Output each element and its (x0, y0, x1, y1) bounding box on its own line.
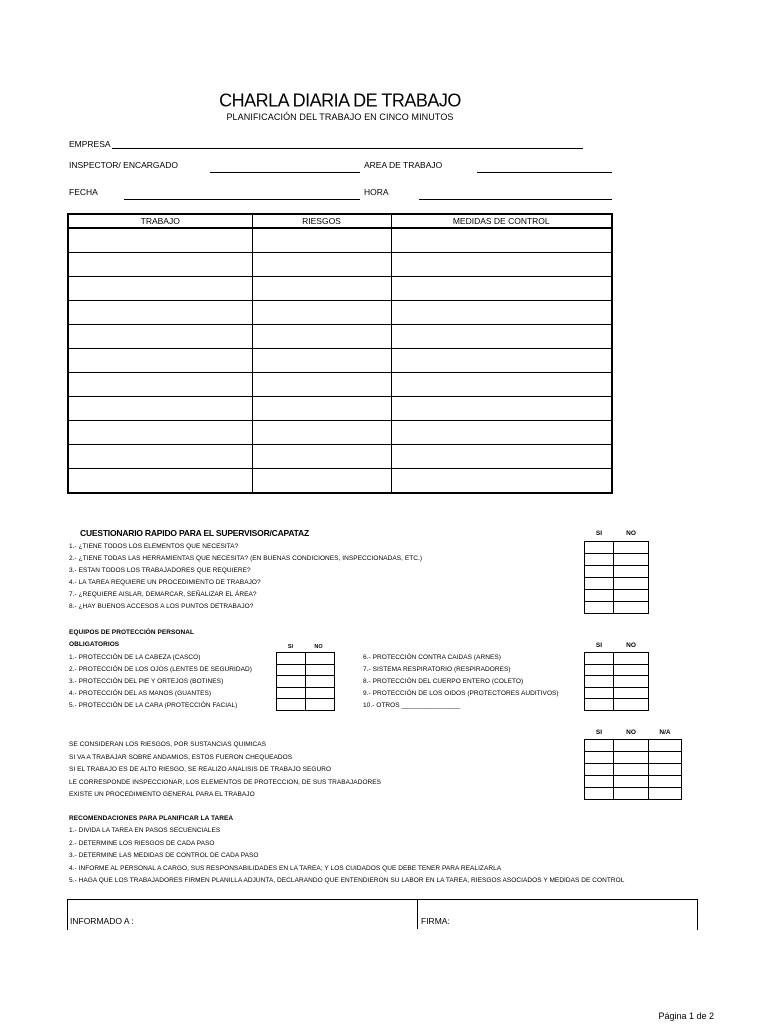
no-checkbox[interactable] (614, 740, 649, 752)
fecha-label: FECHA (69, 187, 98, 197)
trabajo-cell[interactable] (68, 228, 252, 253)
trabajo-cell[interactable] (68, 277, 252, 301)
no-checkbox[interactable] (614, 687, 649, 699)
trabajo-cell[interactable] (68, 469, 252, 494)
epp-item: 1.- PROTECCIÓN DE LA CABEZA (CASCO) (69, 654, 201, 661)
no-checkbox[interactable] (614, 578, 649, 590)
si-checkbox[interactable] (585, 764, 614, 776)
work-table-row (68, 253, 612, 277)
risk-item: SE CONSIDERAN LOS RIESGOS, POR SUSTANCIAS QUIMICAS (69, 741, 267, 748)
inspector-field[interactable] (210, 172, 360, 173)
check-row (585, 664, 649, 676)
area-label: AREA DE TRABAJO (364, 160, 443, 170)
risk-item: LE CORRESPONDE INSPECCIONAR, LOS ELEMENTOS DE PROTECCION, DE SUS TRABAJADORES (69, 778, 382, 786)
check-row (585, 788, 682, 800)
informado-field[interactable] (69, 912, 415, 928)
no-checkbox[interactable] (614, 664, 649, 676)
questionnaire-item: 2.- ¿TIENE TODAS LAS HERRAMIENTAS QUE NECESITA? (EN BUENAS CONDICIONES, INSPECCIONADAS, ETC.) (69, 555, 423, 562)
medidas-cell[interactable] (391, 397, 612, 421)
no-checkbox[interactable] (614, 602, 649, 614)
col-riesgos-header: RIESGOS (252, 214, 391, 228)
na-checkbox[interactable] (649, 788, 682, 800)
risks-no-header: NO (626, 729, 636, 736)
work-table-row (68, 277, 612, 301)
riesgos-cell[interactable] (252, 421, 391, 445)
signature-divider (417, 899, 418, 929)
epp-right-no-header: NO (626, 642, 636, 649)
si-checkbox[interactable] (585, 752, 614, 764)
recommendation-item: 5.- HAGA QUE LOS TRABAJADORES FIRMEN PLANILLA ADJUNTA, DECLARANDO QUE ENTENDIERON SU LABOR EN LA TAREA, RIESGOS ASOCIADOS Y MEDIDAS DE CONTROL (69, 877, 625, 884)
questionnaire-item: 1.- ¿TIENE TODOS LOS ELEMENTOS QUE NECESITA? (69, 543, 239, 550)
na-checkbox[interactable] (649, 740, 682, 752)
medidas-cell[interactable] (391, 469, 612, 494)
epp-left-check-grid (276, 652, 335, 711)
questionnaire-si-header: SI (595, 530, 603, 537)
epp-item: 8.- PROTECCIÓN DEL CUERPO ENTERO (COLETO) (363, 678, 524, 685)
no-checkbox[interactable] (614, 788, 649, 800)
check-row (277, 676, 335, 688)
si-checkbox[interactable] (585, 590, 614, 602)
informado-label: INFORMADO A : (70, 916, 134, 926)
riesgos-cell[interactable] (252, 373, 391, 397)
si-checkbox[interactable] (585, 664, 614, 676)
questionnaire-item: 8.- ¿HAY BUENOS ACCESOS A LOS PUNTOS DETRABAJO? (69, 603, 254, 610)
si-checkbox[interactable] (585, 554, 614, 566)
area-field[interactable] (477, 172, 612, 173)
epp-item: 6.- PROTECCIÓN CONTRA CAIDAS (ARNES) (363, 654, 501, 661)
check-row (585, 653, 649, 665)
si-checkbox[interactable] (585, 578, 614, 590)
questionnaire-no-header: NO (626, 530, 636, 537)
work-table-row (68, 349, 612, 373)
risks-check-grid (584, 739, 682, 800)
work-table-row (68, 421, 612, 445)
na-checkbox[interactable] (649, 752, 682, 764)
medidas-cell[interactable] (391, 301, 612, 325)
no-checkbox[interactable] (306, 699, 335, 711)
medidas-cell[interactable] (391, 228, 612, 253)
riesgos-cell[interactable] (252, 349, 391, 373)
no-checkbox[interactable] (614, 653, 649, 665)
work-table-row (68, 228, 612, 253)
trabajo-cell[interactable] (68, 349, 252, 373)
check-row (277, 699, 335, 711)
medidas-cell[interactable] (391, 445, 612, 469)
riesgos-cell[interactable] (252, 301, 391, 325)
recommendation-item: 2.- DETERMINE LOS RIESGOS DE CADA PASO (69, 839, 215, 847)
check-row (585, 590, 649, 602)
no-checkbox[interactable] (614, 699, 649, 711)
si-checkbox[interactable] (585, 776, 614, 788)
risk-item: SI VA A TRABAJAR SOBRE ANDAMIOS, ESTOS FUERON CHEQUEADOS (69, 753, 293, 761)
col-trabajo-header: TRABAJO (68, 214, 252, 228)
recommendation-item: 1.- DIVIDA LA TAREA EN PASOS SECUENCIALES (69, 827, 221, 834)
epp-item: 4.- PROTECCIÓN DEL AS MANOS (GUANTES) (69, 690, 212, 697)
risks-si-header: SI (595, 729, 603, 736)
trabajo-cell[interactable] (68, 325, 252, 349)
document-title: CHARLA DIARIA DE TRABAJO (219, 89, 461, 111)
epp-left-no-header: NO (314, 644, 323, 650)
col-medidas-header: MEDIDAS DE CONTROL (391, 214, 612, 228)
na-checkbox[interactable] (649, 776, 682, 788)
check-row (585, 578, 649, 590)
work-table-row (68, 445, 612, 469)
recommendations-title: RECOMENDACIONES PARA PLANIFICAR LA TAREA (69, 815, 234, 822)
risk-item: EXISTE UN PROCEDIMIENTO GENERAL PARA EL TRABAJO (69, 791, 255, 798)
si-checkbox[interactable] (277, 687, 306, 699)
no-checkbox[interactable] (614, 776, 649, 788)
si-checkbox[interactable] (585, 699, 614, 711)
work-table-row (68, 301, 612, 325)
si-checkbox[interactable] (585, 740, 614, 752)
trabajo-cell[interactable] (68, 421, 252, 445)
recommendation-item: 3.- DETERMINE LAS MEDIDAS DE CONTROL DE CADA PASO (69, 852, 259, 859)
check-row (585, 740, 682, 752)
trabajo-cell[interactable] (68, 445, 252, 469)
medidas-cell[interactable] (391, 277, 612, 301)
si-checkbox[interactable] (277, 699, 306, 711)
si-checkbox[interactable] (585, 602, 614, 614)
epp-title: EQUIPOS DE PROTECCIÓN PERSONAL (69, 629, 195, 636)
medidas-cell[interactable] (391, 253, 612, 277)
page-number: Página 1 de 2 (658, 1011, 714, 1021)
si-checkbox[interactable] (585, 676, 614, 688)
si-checkbox[interactable] (585, 687, 614, 699)
work-table-row (68, 325, 612, 349)
questionnaire-check-grid (584, 541, 649, 614)
riesgos-cell[interactable] (252, 325, 391, 349)
work-table-row (68, 469, 612, 494)
si-checkbox[interactable] (277, 653, 306, 665)
risks-na-header: N/A (659, 729, 671, 736)
epp-right-si-header: SI (595, 642, 603, 649)
document-subtitle: PLANIFICACIÓN DEL TRABAJO EN CINCO MINUTOS (226, 112, 454, 122)
no-checkbox[interactable] (614, 676, 649, 688)
no-checkbox[interactable] (614, 566, 649, 578)
si-checkbox[interactable] (277, 676, 306, 688)
check-row (277, 664, 335, 676)
check-row (585, 699, 649, 711)
risk-item: SI EL TRABAJO ES DE ALTO RIESGO, SE REALIZO ANALISIS DE TRABAJO SEGURO (69, 766, 332, 773)
riesgos-cell[interactable] (252, 469, 391, 494)
riesgos-cell[interactable] (252, 228, 391, 253)
no-checkbox[interactable] (614, 752, 649, 764)
na-checkbox[interactable] (649, 764, 682, 776)
firma-label: FIRMA: (421, 916, 450, 926)
recommendation-item: 4.- INFORME AL PERSONAL A CARGO, SUS RESPONSABILIDADES EN LA TAREA; Y LOS CUIDADOS QUE DEBE TENER PARA REALIZARLA (69, 864, 502, 872)
trabajo-cell[interactable] (68, 373, 252, 397)
medidas-cell[interactable] (391, 325, 612, 349)
work-table-body (68, 228, 612, 493)
empresa-field[interactable] (112, 148, 583, 149)
check-row (585, 554, 649, 566)
riesgos-cell[interactable] (252, 445, 391, 469)
no-checkbox[interactable] (614, 554, 649, 566)
medidas-cell[interactable] (391, 421, 612, 445)
epp-item: 3.- PROTECCIÓN DEL PIE Y ORTEJOS (BOTINES) (69, 678, 224, 685)
fecha-field[interactable] (124, 199, 360, 200)
trabajo-cell[interactable] (68, 397, 252, 421)
empresa-label: EMPRESA (69, 139, 111, 149)
firma-field[interactable] (455, 912, 693, 928)
medidas-cell[interactable] (391, 349, 612, 373)
no-checkbox[interactable] (614, 590, 649, 602)
epp-right-check-grid (584, 652, 649, 711)
epp-item: 7.- SISTEMA RESPIRATORIO (RESPIRADORES) (363, 666, 511, 673)
work-table-row (68, 373, 612, 397)
epp-subtitle: OBLIGATORIOS (69, 641, 120, 648)
si-checkbox[interactable] (277, 664, 306, 676)
epp-item: 10.- OTROS ________________ (363, 702, 461, 709)
check-row (585, 542, 649, 554)
work-planning-table (67, 213, 613, 494)
medidas-cell[interactable] (391, 373, 612, 397)
riesgos-cell[interactable] (252, 397, 391, 421)
no-checkbox[interactable] (306, 653, 335, 665)
check-row (277, 687, 335, 699)
questionnaire-title: CUESTIONARIO RAPIDO PARA EL SUPERVISOR/CAPATAZ (80, 528, 309, 538)
questionnaire-item: 3.- ESTAN TODOS LOS TRABAJADORES QUE REQUIERE? (69, 567, 251, 574)
hora-field[interactable] (419, 199, 612, 200)
trabajo-cell[interactable] (68, 253, 252, 277)
no-checkbox[interactable] (306, 687, 335, 699)
no-checkbox[interactable] (614, 764, 649, 776)
check-row (585, 687, 649, 699)
si-checkbox[interactable] (585, 788, 614, 800)
si-checkbox[interactable] (585, 542, 614, 554)
no-checkbox[interactable] (306, 664, 335, 676)
no-checkbox[interactable] (614, 542, 649, 554)
hora-label: HORA (364, 187, 389, 197)
check-row (277, 653, 335, 665)
questionnaire-item: 4.- LA TAREA REQUIERE UN PROCEDIMIENTO DE TRABAJO? (69, 579, 261, 586)
check-row (585, 602, 649, 614)
check-row (585, 566, 649, 578)
epp-item: 5.- PROTECCIÓN DE LA CARA (PROTECCIÓN FACIAL) (69, 702, 238, 709)
riesgos-cell[interactable] (252, 253, 391, 277)
questionnaire-item: 7.- ¿REQUIERE AISLAR, DEMARCAR, SEÑALIZAR EL ÁREA? (69, 591, 257, 598)
riesgos-cell[interactable] (252, 277, 391, 301)
check-row (585, 764, 682, 776)
epp-left-si-header: SI (287, 644, 294, 650)
si-checkbox[interactable] (585, 566, 614, 578)
epp-item: 9.- PROTECCIÓN DE LOS OIDOS (PROTECTORES AUDITIVOS) (363, 690, 559, 697)
check-row (585, 776, 682, 788)
inspector-label: INSPECTOR/ ENCARGADO (69, 160, 178, 170)
no-checkbox[interactable] (306, 676, 335, 688)
work-table-row (68, 397, 612, 421)
check-row (585, 752, 682, 764)
si-checkbox[interactable] (585, 653, 614, 665)
trabajo-cell[interactable] (68, 301, 252, 325)
epp-item: 2.- PROTECCIÓN DE LOS OJOS (LENTES DE SEGURIDAD) (69, 666, 252, 673)
check-row (585, 676, 649, 688)
